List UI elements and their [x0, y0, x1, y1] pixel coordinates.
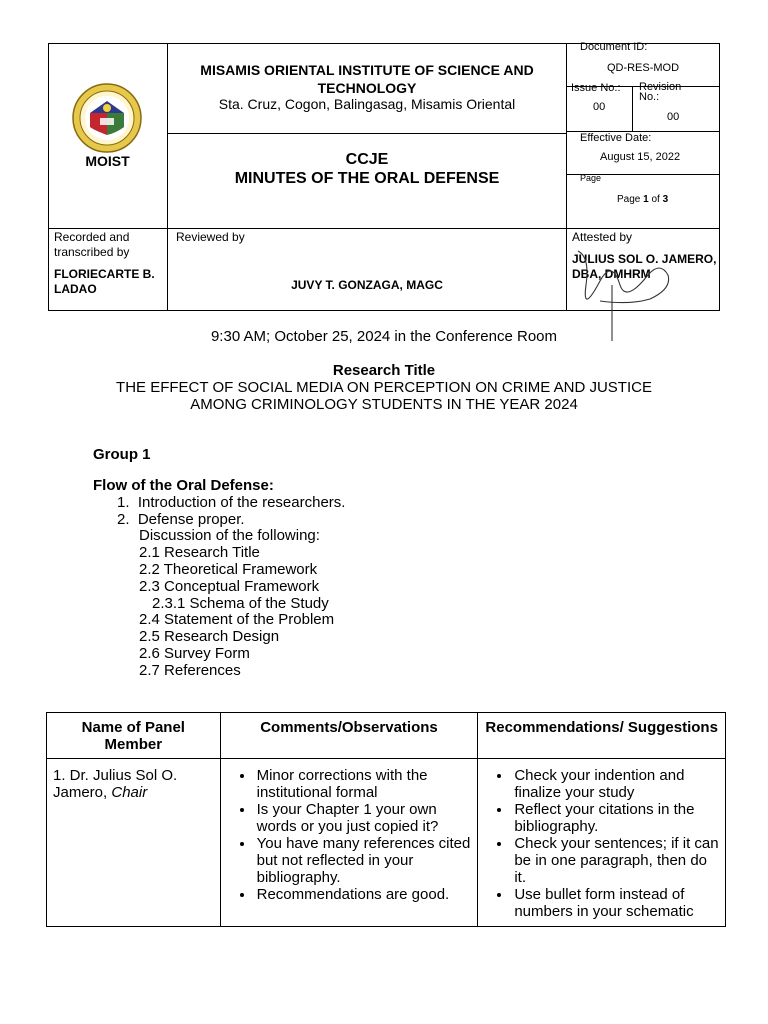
header-divider — [48, 228, 720, 229]
flow-topic: 2.5 Research Design — [139, 628, 280, 646]
recommendation-item: • Use bullet form instead of numbers in your schematic — [512, 886, 719, 920]
effective-date-label: Effective Date: — [580, 132, 652, 144]
header-divider — [566, 43, 567, 311]
comment-item: • Minor corrections with the institutional formal — [255, 767, 472, 801]
reviewed-by-name: JUVY T. GONZAGA, MAGC — [291, 278, 443, 292]
panel-member-role: Chair — [111, 784, 148, 801]
revision-no-label: Revision No.: — [639, 81, 682, 103]
flow-item: 2. Defense proper. — [117, 510, 245, 528]
page-number: Page 1 of 3 — [617, 194, 669, 205]
flow-topic: 2.3.1 Schema of the Study — [152, 594, 329, 612]
document-id-value: QD-RES-MOD — [606, 62, 680, 74]
attested-by-name: JULIUS SOL O. JAMERO, DBA, DMHRM — [572, 252, 717, 281]
column-header: Recommendations/ Suggestions — [478, 713, 726, 759]
table-header-row — [47, 713, 726, 759]
discussion-intro: Discussion of the following: — [139, 527, 320, 545]
flow-topic: 2.6 Survey Form — [139, 644, 250, 662]
flow-topic: 2.3 Conceptual Framework — [139, 577, 320, 595]
comment-item: • Is your Chapter 1 your own words or you just copied it? — [255, 801, 472, 835]
research-title-label: Research Title — [332, 362, 436, 379]
recorded-by-label: Recorded and transcribed by — [54, 230, 130, 259]
reviewed-by-label: Reviewed by — [176, 230, 245, 244]
flow-topic: 2.7 References — [139, 661, 241, 679]
flow-topic: 2.1 Research Title — [139, 544, 260, 562]
document-id-label: Document ID: — [580, 41, 648, 53]
page-label: Page — [580, 173, 602, 183]
institution-name: MISAMIS ORIENTAL INSTITUTE OF SCIENCE AND TECHNOLOGY — [200, 62, 534, 96]
revision-no-value: 00 — [667, 111, 680, 123]
recommendation-item: • Check your sentences; if it can be in one paragraph, then do it. — [512, 835, 719, 886]
logo-caption: MOIST — [85, 153, 130, 169]
recommendations-cell — [478, 759, 726, 927]
meeting-datetime: 9:30 AM; October 25, 2024 in the Conference Room — [210, 328, 558, 345]
flow-heading: Flow of the Oral Defense: — [93, 477, 274, 494]
recommendation-item: • Check your indention and finalize your study — [512, 767, 719, 801]
column-header: Comments/Observations — [220, 713, 478, 759]
institution-address: Sta. Cruz, Cogon, Balingasag, Misamis Oriental — [218, 96, 516, 112]
group-label: Group 1 — [93, 446, 151, 463]
issue-no-value: 00 — [593, 101, 606, 113]
panel-member-cell — [47, 759, 221, 927]
table-row — [47, 759, 726, 927]
issue-no-label: Issue No.: — [571, 82, 621, 94]
department-name: CCJE — [345, 151, 389, 168]
comment-item: • Recommendations are good. — [255, 886, 472, 903]
document-title: MINUTES OF THE ORAL DEFENSE — [234, 170, 500, 187]
flow-topic: 2.4 Statement of the Problem — [139, 611, 335, 629]
header-divider — [632, 86, 633, 131]
defense-flow — [93, 478, 345, 680]
flow-topic: 2.2 Theoretical Framework — [139, 560, 318, 578]
moist-seal-logo — [72, 83, 142, 153]
research-title-line: THE EFFECT OF SOCIAL MEDIA ON PERCEPTION ON CRIME AND JUSTICE — [116, 379, 652, 396]
panel-member-name: 1. Dr. Julius Sol O. Jamero, — [53, 767, 178, 801]
comment-item: • You have many references cited but not reflected in your bibliography. — [255, 835, 472, 886]
column-header: Name of Panel Member — [47, 713, 221, 759]
research-title-line: AMONG CRIMINOLOGY STUDENTS IN THE YEAR 2024 — [190, 396, 578, 413]
header-divider — [167, 133, 567, 134]
comments-cell — [220, 759, 478, 927]
flow-item: 1. Introduction of the researchers. — [117, 493, 346, 511]
panel-comments-table — [46, 712, 726, 927]
attested-by-label: Attested by — [572, 230, 633, 244]
recommendation-item: • Reflect your citations in the bibliography. — [512, 801, 719, 835]
recorded-by-name: FLORIECARTE B. LADAO — [54, 267, 155, 296]
effective-date-value: August 15, 2022 — [600, 151, 681, 163]
